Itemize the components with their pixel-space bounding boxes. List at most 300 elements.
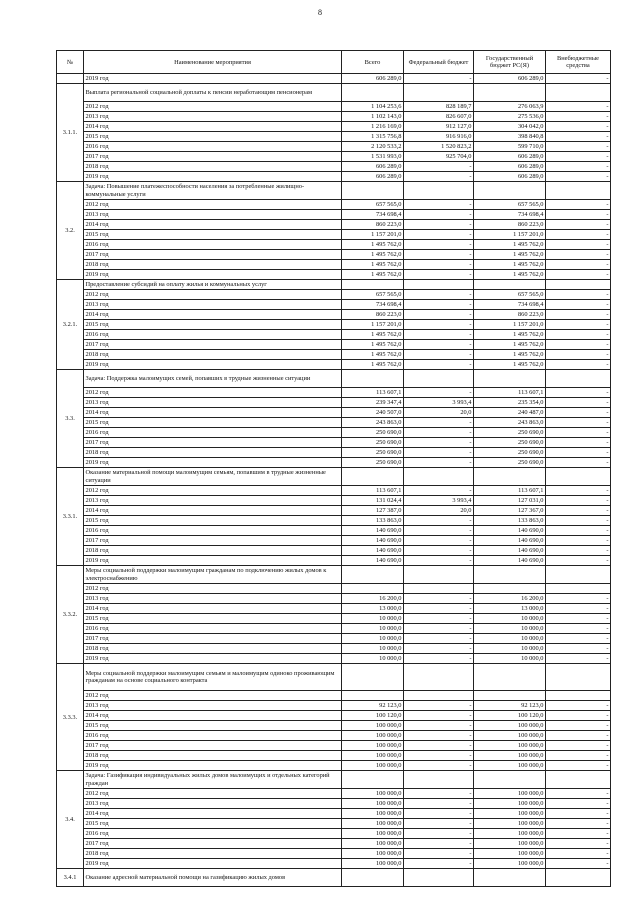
federal-value: - (404, 260, 474, 270)
extrabudget-value: - (546, 270, 611, 280)
section-number: 3.3.3. (57, 664, 84, 771)
total-value: 100 000,0 (342, 731, 404, 741)
extrabudget-value: - (546, 829, 611, 839)
year-label: 2018 год (84, 350, 342, 360)
state-value: 100 000,0 (474, 859, 546, 869)
total-value: 1 495 762,0 (342, 250, 404, 260)
federal-value: - (404, 310, 474, 320)
empty-cell (474, 869, 546, 887)
federal-value: 925 704,0 (404, 152, 474, 162)
total-value: 243 863,0 (342, 418, 404, 428)
year-label: 2015 год (84, 132, 342, 142)
extrabudget-value: - (546, 210, 611, 220)
empty-cell (546, 280, 611, 290)
total-value: 1 157 201,0 (342, 230, 404, 240)
section-number: 3.1.1. (57, 84, 84, 182)
year-label: 2013 год (84, 701, 342, 711)
state-value: 657 565,0 (474, 200, 546, 210)
federal-value: - (404, 486, 474, 496)
year-label: 2018 год (84, 849, 342, 859)
empty-cell (342, 468, 404, 486)
federal-value: - (404, 330, 474, 340)
extrabudget-value: - (546, 340, 611, 350)
federal-value: - (404, 701, 474, 711)
total-value: 1 216 169,0 (342, 122, 404, 132)
year-row (57, 859, 611, 869)
federal-value: - (404, 624, 474, 634)
year-label: 2019 год (84, 556, 342, 566)
extrabudget-value: - (546, 320, 611, 330)
federal-value: - (404, 751, 474, 761)
extrabudget-value: - (546, 162, 611, 172)
total-value: 239 347,4 (342, 398, 404, 408)
page-number: 8 (318, 8, 322, 17)
total-value: 100 120,0 (342, 711, 404, 721)
year-label: 2014 год (84, 220, 342, 230)
year-label: 2012 год (84, 290, 342, 300)
year-row (57, 721, 611, 731)
federal-value: - (404, 290, 474, 300)
total-value: 113 607,1 (342, 388, 404, 398)
total-value: 250 690,0 (342, 428, 404, 438)
year-label: 2013 год (84, 210, 342, 220)
extrabudget-value: - (546, 388, 611, 398)
year-row (57, 556, 611, 566)
header-extrabudget: Внебюджетные средства (546, 51, 611, 74)
extrabudget-value: - (546, 859, 611, 869)
year-row (57, 102, 611, 112)
year-row (57, 536, 611, 546)
year-row (57, 741, 611, 751)
year-label: 2015 год (84, 516, 342, 526)
section-row (57, 182, 611, 200)
section-title: Задача: Повышение платежеспособности населения за потребленные жилищно-коммунальные услуги (84, 182, 342, 200)
year-row (57, 142, 611, 152)
state-value: 127 031,0 (474, 496, 546, 506)
year-row (57, 819, 611, 829)
empty-cell (342, 771, 404, 789)
section-title: Оказание материальной помощи малоимущим семьям, попавшим в трудные жизненные ситуации (84, 468, 342, 486)
year-label: 2014 год (84, 408, 342, 418)
extrabudget-value (546, 584, 611, 594)
federal-value: - (404, 799, 474, 809)
section-title: Выплата региональной социальной доплаты к пенсии неработающим пенсионерам (84, 84, 342, 102)
empty-cell (342, 370, 404, 388)
year-row (57, 506, 611, 516)
year-label: 2015 год (84, 418, 342, 428)
year-row (57, 388, 611, 398)
year-label: 2019 год (84, 74, 342, 84)
federal-value: - (404, 320, 474, 330)
section-number: 3.4. (57, 771, 84, 869)
federal-value: - (404, 731, 474, 741)
year-label: 2012 год (84, 584, 342, 594)
empty-cell (546, 370, 611, 388)
federal-value: - (404, 654, 474, 664)
year-label: 2015 год (84, 819, 342, 829)
state-value: 1 495 762,0 (474, 260, 546, 270)
extrabudget-value: - (546, 721, 611, 731)
state-value: 1 495 762,0 (474, 350, 546, 360)
empty-cell (342, 566, 404, 584)
total-value: 1 157 201,0 (342, 320, 404, 330)
state-value: 1 157 201,0 (474, 230, 546, 240)
extrabudget-value: - (546, 250, 611, 260)
year-row (57, 809, 611, 819)
total-value: 131 024,4 (342, 496, 404, 506)
state-value: 599 710,0 (474, 142, 546, 152)
total-value: 1 531 993,0 (342, 152, 404, 162)
empty-cell (404, 869, 474, 887)
year-label: 2012 год (84, 691, 342, 701)
total-value: 10 000,0 (342, 624, 404, 634)
year-label: 2019 год (84, 761, 342, 771)
year-label: 2012 год (84, 102, 342, 112)
year-label: 2014 год (84, 711, 342, 721)
state-value: 100 120,0 (474, 711, 546, 721)
extrabudget-value: - (546, 536, 611, 546)
federal-value: 916 916,0 (404, 132, 474, 142)
total-value: 100 000,0 (342, 819, 404, 829)
total-value: 100 000,0 (342, 741, 404, 751)
extrabudget-value: - (546, 438, 611, 448)
federal-value: - (404, 604, 474, 614)
extrabudget-value: - (546, 220, 611, 230)
year-label: 2018 год (84, 546, 342, 556)
year-label: 2013 год (84, 112, 342, 122)
total-value: 657 565,0 (342, 200, 404, 210)
state-value: 100 000,0 (474, 819, 546, 829)
total-value: 100 000,0 (342, 799, 404, 809)
state-value: 100 000,0 (474, 731, 546, 741)
total-value: 1 102 143,0 (342, 112, 404, 122)
total-value: 133 863,0 (342, 516, 404, 526)
federal-value: - (404, 350, 474, 360)
state-value: 100 000,0 (474, 829, 546, 839)
year-row (57, 112, 611, 122)
federal-value: - (404, 516, 474, 526)
year-label: 2015 год (84, 614, 342, 624)
extrabudget-value: - (546, 741, 611, 751)
extrabudget-value: - (546, 839, 611, 849)
state-value: 250 690,0 (474, 438, 546, 448)
extrabudget-value: - (546, 74, 611, 84)
table-body (57, 74, 611, 887)
year-row (57, 594, 611, 604)
state-value: 734 698,4 (474, 300, 546, 310)
state-value: 860 223,0 (474, 220, 546, 230)
federal-value: - (404, 300, 474, 310)
section-number: 3.3.1. (57, 468, 84, 566)
extrabudget-value: - (546, 230, 611, 240)
extrabudget-value: - (546, 132, 611, 142)
state-value: 100 000,0 (474, 799, 546, 809)
total-value: 860 223,0 (342, 220, 404, 230)
year-row (57, 526, 611, 536)
extrabudget-value: - (546, 142, 611, 152)
state-value: 1 495 762,0 (474, 360, 546, 370)
extrabudget-value: - (546, 634, 611, 644)
state-value: 100 000,0 (474, 751, 546, 761)
total-value: 100 000,0 (342, 789, 404, 799)
year-row (57, 162, 611, 172)
year-label: 2012 год (84, 200, 342, 210)
extrabudget-value: - (546, 458, 611, 468)
year-label: 2017 год (84, 634, 342, 644)
empty-cell (546, 468, 611, 486)
total-value: 1 495 762,0 (342, 360, 404, 370)
year-row (57, 310, 611, 320)
budget-table (56, 50, 611, 887)
total-value: 657 565,0 (342, 290, 404, 300)
state-value: 100 000,0 (474, 839, 546, 849)
empty-cell (546, 664, 611, 691)
year-label: 2015 год (84, 721, 342, 731)
total-value: 140 690,0 (342, 556, 404, 566)
empty-cell (546, 84, 611, 102)
year-label: 2017 год (84, 250, 342, 260)
extrabudget-value: - (546, 731, 611, 741)
year-row (57, 711, 611, 721)
year-label: 2012 год (84, 486, 342, 496)
year-row (57, 172, 611, 182)
federal-value: 826 607,0 (404, 112, 474, 122)
extrabudget-value: - (546, 516, 611, 526)
year-row (57, 330, 611, 340)
extrabudget-value: - (546, 408, 611, 418)
year-label: 2013 год (84, 300, 342, 310)
federal-value: - (404, 859, 474, 869)
total-value: 240 507,0 (342, 408, 404, 418)
state-value: 276 063,9 (474, 102, 546, 112)
state-value: 10 000,0 (474, 634, 546, 644)
year-row (57, 849, 611, 859)
state-value: 1 495 762,0 (474, 340, 546, 350)
empty-cell (404, 664, 474, 691)
year-label: 2018 год (84, 448, 342, 458)
federal-value: - (404, 761, 474, 771)
total-value: 100 000,0 (342, 761, 404, 771)
year-row (57, 250, 611, 260)
year-label: 2017 год (84, 839, 342, 849)
year-row (57, 584, 611, 594)
extrabudget-value: - (546, 711, 611, 721)
total-value: 140 690,0 (342, 546, 404, 556)
total-value: 2 120 533,2 (342, 142, 404, 152)
extrabudget-value: - (546, 496, 611, 506)
state-value: 1 495 762,0 (474, 330, 546, 340)
state-value: 100 000,0 (474, 809, 546, 819)
state-value: 133 863,0 (474, 516, 546, 526)
year-row (57, 701, 611, 711)
extrabudget-value: - (546, 122, 611, 132)
extrabudget-value: - (546, 360, 611, 370)
federal-value: - (404, 644, 474, 654)
total-value: 1 495 762,0 (342, 240, 404, 250)
extrabudget-value: - (546, 200, 611, 210)
extrabudget-value: - (546, 556, 611, 566)
year-row (57, 761, 611, 771)
section-title: Предоставление субсидий на оплату жилья и коммунальных услуг (84, 280, 342, 290)
year-row (57, 516, 611, 526)
federal-value: - (404, 172, 474, 182)
total-value: 10 000,0 (342, 654, 404, 664)
total-value: 100 000,0 (342, 829, 404, 839)
year-label: 2018 год (84, 751, 342, 761)
extrabudget-value: - (546, 526, 611, 536)
federal-value: - (404, 340, 474, 350)
empty-cell (404, 280, 474, 290)
federal-value: 20,0 (404, 506, 474, 516)
federal-value: - (404, 230, 474, 240)
state-value: 240 487,0 (474, 408, 546, 418)
extrabudget-value: - (546, 152, 611, 162)
extrabudget-value: - (546, 604, 611, 614)
state-value: 734 698,4 (474, 210, 546, 220)
section-row (57, 771, 611, 789)
section-row (57, 280, 611, 290)
state-value: 140 690,0 (474, 556, 546, 566)
empty-cell (474, 468, 546, 486)
empty-cell (404, 566, 474, 584)
year-label: 2014 год (84, 310, 342, 320)
year-row (57, 614, 611, 624)
year-label: 2016 год (84, 330, 342, 340)
year-row (57, 789, 611, 799)
extrabudget-value: - (546, 486, 611, 496)
section-row (57, 664, 611, 691)
federal-value: - (404, 220, 474, 230)
state-value: 10 000,0 (474, 644, 546, 654)
year-label: 2019 год (84, 458, 342, 468)
section-title: Меры социальной поддержки малоимущим семьям и малоимущим одиноко проживающим гражданам на основе социального контракта (84, 664, 342, 691)
year-label: 2014 год (84, 604, 342, 614)
federal-value: - (404, 360, 474, 370)
year-row (57, 496, 611, 506)
extrabudget-value: - (546, 819, 611, 829)
empty-cell (404, 182, 474, 200)
year-row (57, 654, 611, 664)
year-label: 2014 год (84, 809, 342, 819)
section-number: 3.4.1 (57, 869, 84, 887)
total-value: 1 495 762,0 (342, 270, 404, 280)
total-value: 10 000,0 (342, 614, 404, 624)
state-value: 1 495 762,0 (474, 250, 546, 260)
state-value: 657 565,0 (474, 290, 546, 300)
empty-cell (342, 869, 404, 887)
state-value: 100 000,0 (474, 721, 546, 731)
year-row (57, 290, 611, 300)
year-label: 2019 год (84, 172, 342, 182)
year-label: 2019 год (84, 859, 342, 869)
state-value: 13 000,0 (474, 604, 546, 614)
year-row (57, 270, 611, 280)
extrabudget-value: - (546, 428, 611, 438)
empty-cell (404, 370, 474, 388)
federal-value: 20,0 (404, 408, 474, 418)
year-row (57, 260, 611, 270)
section-title: Задача: Поддержка малоимущих семей, попавших в трудные жизненные ситуации (84, 370, 342, 388)
state-value: 606 289,0 (474, 162, 546, 172)
total-value: 1 495 762,0 (342, 340, 404, 350)
total-value: 1 495 762,0 (342, 330, 404, 340)
extrabudget-value: - (546, 594, 611, 604)
year-label: 2015 год (84, 320, 342, 330)
federal-value: 3 993,4 (404, 398, 474, 408)
empty-cell (342, 280, 404, 290)
state-value: 10 000,0 (474, 614, 546, 624)
federal-value: - (404, 829, 474, 839)
year-row (57, 240, 611, 250)
federal-value: - (404, 819, 474, 829)
section-title: Задача: Газификация индивидуальных жилых домов малоимущих и отдельных категорий граждан (84, 771, 342, 789)
year-label: 2015 год (84, 230, 342, 240)
federal-value: 912 127,0 (404, 122, 474, 132)
section-number: 3.3.2. (57, 566, 84, 664)
total-value (342, 584, 404, 594)
header-total: Всего (342, 51, 404, 74)
state-value: 113 607,1 (474, 486, 546, 496)
year-label: 2019 год (84, 270, 342, 280)
year-row (57, 799, 611, 809)
federal-value: - (404, 614, 474, 624)
federal-value: - (404, 789, 474, 799)
state-value: 1 157 201,0 (474, 320, 546, 330)
total-value: 250 690,0 (342, 448, 404, 458)
extrabudget-value: - (546, 102, 611, 112)
federal-value: - (404, 526, 474, 536)
empty-cell (474, 664, 546, 691)
year-label: 2016 год (84, 428, 342, 438)
extrabudget-value: - (546, 300, 611, 310)
header-state: Государственный бюджет РС(Я) (474, 51, 546, 74)
total-value: 100 000,0 (342, 721, 404, 731)
federal-value: - (404, 546, 474, 556)
year-label: 2013 год (84, 799, 342, 809)
extrabudget-value: - (546, 644, 611, 654)
extrabudget-value: - (546, 260, 611, 270)
total-value: 100 000,0 (342, 839, 404, 849)
year-row (57, 210, 611, 220)
year-label: 2018 год (84, 260, 342, 270)
extrabudget-value: - (546, 330, 611, 340)
year-row (57, 839, 611, 849)
year-row (57, 122, 611, 132)
section-row (57, 84, 611, 102)
empty-cell (342, 182, 404, 200)
header-activity: Наименование мероприятия (84, 51, 342, 74)
year-label: 2019 год (84, 360, 342, 370)
year-row (57, 340, 611, 350)
year-row (57, 428, 611, 438)
federal-value: 1 520 823,2 (404, 142, 474, 152)
year-row (57, 829, 611, 839)
empty-cell (474, 771, 546, 789)
year-row (57, 398, 611, 408)
extrabudget-value: - (546, 849, 611, 859)
federal-value: - (404, 458, 474, 468)
year-label: 2017 год (84, 438, 342, 448)
extrabudget-value: - (546, 614, 611, 624)
extrabudget-value: - (546, 654, 611, 664)
extrabudget-value (546, 691, 611, 701)
state-value: 100 000,0 (474, 789, 546, 799)
year-label: 2018 год (84, 162, 342, 172)
state-value: 113 607,1 (474, 388, 546, 398)
state-value: 235 354,0 (474, 398, 546, 408)
year-row (57, 230, 611, 240)
federal-value: - (404, 162, 474, 172)
